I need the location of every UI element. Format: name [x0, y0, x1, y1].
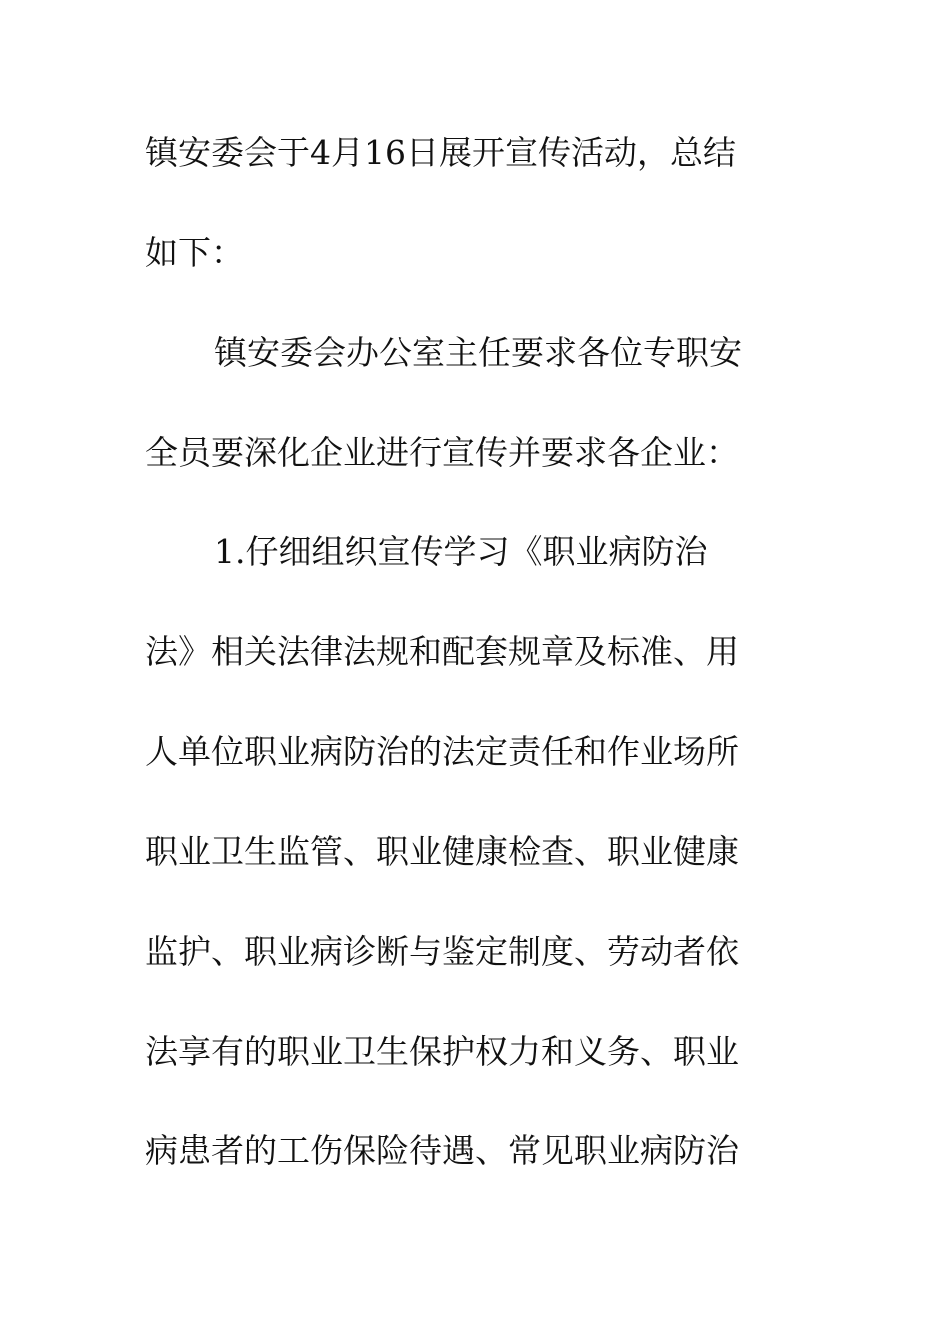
text-line-8: 职业卫生监管、职业健康检查、职业健康	[145, 832, 739, 871]
text-line-2: 如下：	[145, 233, 244, 272]
text-line-4: 全员要深化企业进行宣传并要求各企业：	[145, 433, 739, 472]
text-line-9: 监护、职业病诊断与鉴定制度、劳动者依	[145, 932, 739, 971]
text-line-7: 人单位职业病防治的法定责任和作业场所	[145, 732, 739, 771]
list-item-1-start: 1.仔细组织宣传学习《职业病防治	[214, 532, 708, 571]
text-line-10: 法享有的职业卫生保护权力和义务、职业	[145, 1032, 739, 1071]
text-line-11: 病患者的工伤保险待遇、常见职业病防治	[145, 1131, 739, 1170]
paragraph-start-line: 镇安委会办公室主任要求各位专职安	[214, 333, 742, 372]
text-line-1: 镇安委会于4月16日展开宣传活动，总结	[145, 133, 736, 172]
text-line-6: 法》相关法律法规和配套规章及标准、用	[145, 632, 739, 671]
